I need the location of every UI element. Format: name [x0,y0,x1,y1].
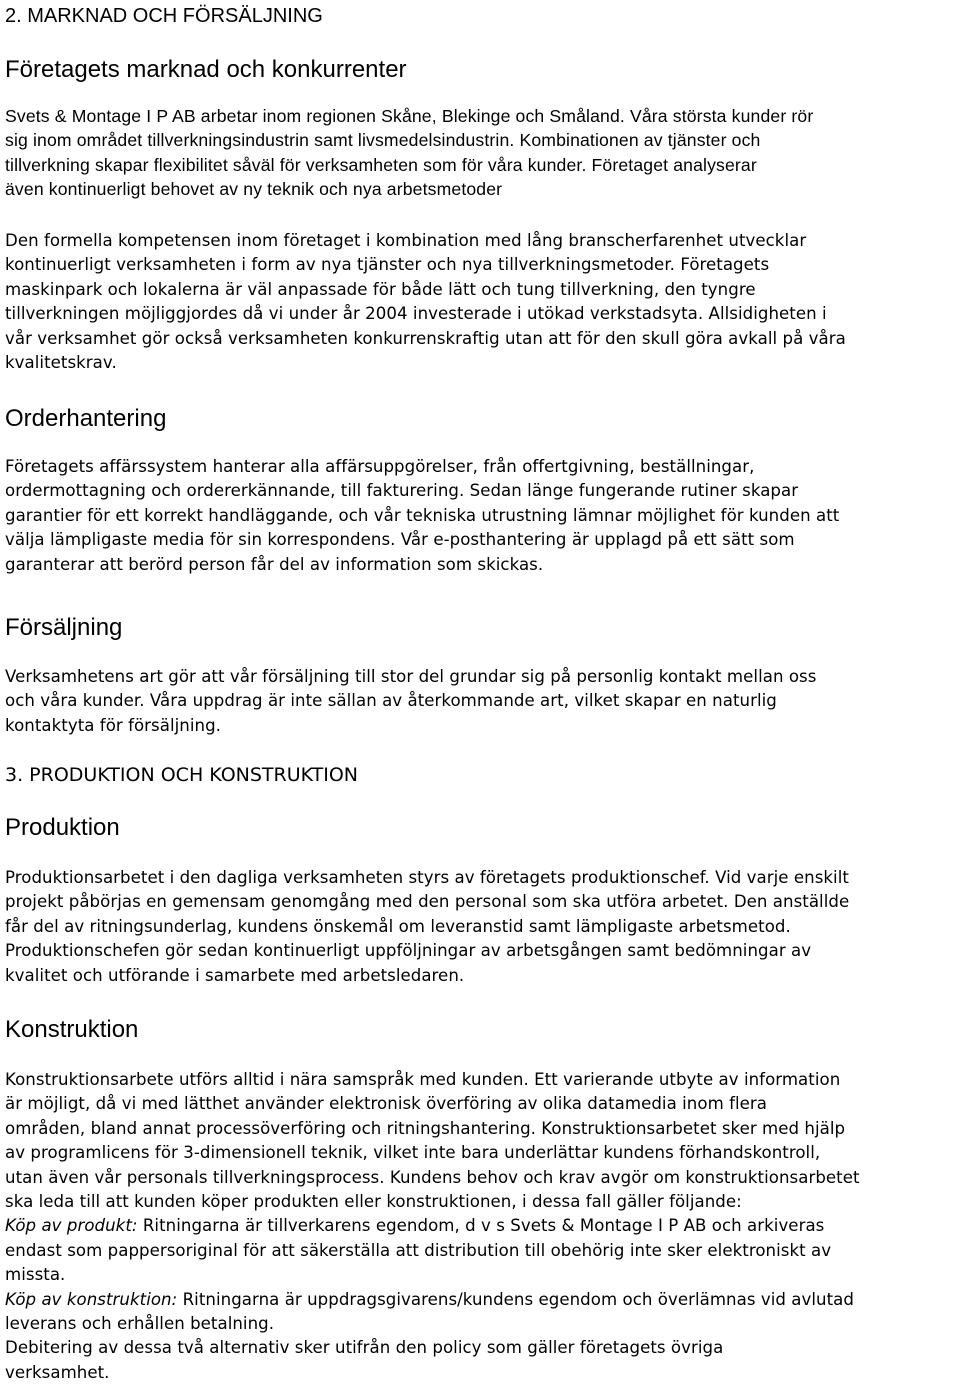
text-line: Svets & Montage I P AB arbetar inom regionen Skåne, Blekinge och Småland. Våra största kunder rör [5,106,814,126]
text-line: garanterar att berörd person får del av information som skickas. [5,554,544,574]
text-line: utan även vår personals tillverkningsprocess. Kundens behov och krav avgör om konstruktionsarbetet [5,1167,860,1187]
production-paragraph [5,866,957,988]
text-line: kvalitet och utförande i samarbete med arbetsledaren. [5,965,465,985]
text-line: sig inom området tillverkningsindustrin samt livsmedelsindustrin. Kombinationen av tjänster och [5,130,761,151]
text-line: kontaktyta för försäljning. [5,715,221,735]
text-line: områden, bland annat processöverföring och ritningshantering. Konstruktionsarbetet sker med hjälp [5,1118,846,1138]
subheading-market: Företagets marknad och konkurrenter [5,56,407,83]
market-paragraph-1 [5,104,957,202]
text-line: Verksamhetens art gör att vår försäljning till stor del grundar sig på personlig kontakt mellan oss [5,667,817,686]
text-line: Produktionschefen gör sedan kontinuerligt uppföljningar av arbetsgången samt bedömningar av [5,941,812,961]
text-line: även kontinuerligt behovet av ny teknik och nya arbetsmetoder [5,179,503,200]
buy-construction-text: Ritningarna är uppdragsgivarens/kundens egendom och överlämnas vid avlutad [177,1289,854,1309]
subheading-orders: Orderhantering [5,405,167,432]
text-line: garantier för ett korrekt handläggande, och vår tekniska utrustning lämnar möjlighet för kunden att [5,505,840,525]
text-line: Den formella kompetensen inom företaget i kombination med lång branscherfarenhet utvecklar [5,231,807,250]
subheading-production: Produktion [5,814,120,841]
text-line: verksamhet. [5,1362,110,1382]
text-line: Debitering av dessa två alternativ sker utifrån den policy som gäller företagets övriga [5,1338,724,1358]
text-line: tillverkningen möjliggjordes då vi under år 2004 investerade i utökad verkstadsyta. Allsidigheten i [5,304,827,324]
subheading-sales: Försäljning [5,614,123,641]
text-line: Produktionsarbetet i den dagliga verksamheten styrs av företagets produktionschef. Vid varje enskilt [5,868,849,887]
text-line: projekt påbörjas en gemensam genomgång med den personal som ska utföra arbetet. Den anställde [5,892,850,912]
text-line: välja lämpligaste media för sin korrespondens. Vår e-posthantering är upplagd på ett sätt som [5,530,795,550]
orders-paragraph [5,455,957,577]
text-line: ska leda till att kunden köper produkten eller konstruktionen, i dessa fall gäller följande: [5,1192,742,1212]
text-line: ordermottagning och ordererkännande, till fakturering. Sedan länge fungerande rutiner skapar [5,481,799,501]
text-line: kontinuerligt verksamheten i form av nya tjänster och nya tillverkningsmetoder. Företagets [5,255,770,275]
text-line: får del av ritningsunderlag, kundens önskemål om leveranstid samt lämpligaste arbetsmetod. [5,916,791,936]
sales-paragraph [5,665,957,738]
text-line: tillverkning skapar flexibilitet såväl för verksamheten som för våra kunder. Företaget analyserar [5,154,757,175]
text-line: kvalitetskrav. [5,353,117,373]
text-line: Konstruktionsarbete utförs alltid i nära samspråk med kunden. Ett varierande utbyte av information [5,1070,841,1089]
text-line [5,1214,957,1238]
text-line: missta. [5,1265,66,1285]
text-line: maskinpark och lokalerna är väl anpassade för både lätt och tung tillverkning, den tyngre [5,279,756,299]
text-line: endast som pappersoriginal för att säkerställa att distribution till obehörig inte sker elektroniskt av [5,1240,832,1260]
text-line: vår verksamhet gör också verksamheten konkurrenskraftig utan att för den skull göra avkall på våra [5,328,846,348]
text-line: och våra kunder. Våra uppdrag är inte sällan av återkommande art, vilket skapar en naturlig [5,691,777,711]
text-line: Företagets affärssystem hanterar alla affärsuppgörelser, från offertgivning, beställningar, [5,457,755,476]
text-line: leverans och erhållen betalning. [5,1314,275,1334]
section-heading-2: 2. MARKNAD OCH FÖRSÄLJNING [5,5,323,27]
market-paragraph-2 [5,229,957,375]
text-line [5,1288,957,1312]
subheading-construction: Konstruktion [5,1016,139,1043]
construction-paragraph [5,1068,957,1385]
buy-product-label: Köp av produkt: [5,1216,138,1236]
text-line: av programlicens för 3-dimensionell teknik, vilket inte bara underlättar kundens förhandskontroll, [5,1143,821,1163]
section-heading-3: 3. PRODUKTION OCH KONSTRUKTION [5,764,358,786]
buy-construction-label: Köp av konstruktion: [5,1289,178,1309]
text-line: är möjligt, då vi med lätthet använder elektronisk överföring av olika datamedia inom flera [5,1094,768,1114]
buy-product-text: Ritningarna är tillverkarens egendom, d v s Svets & Montage I P AB och arkiveras [137,1216,825,1236]
